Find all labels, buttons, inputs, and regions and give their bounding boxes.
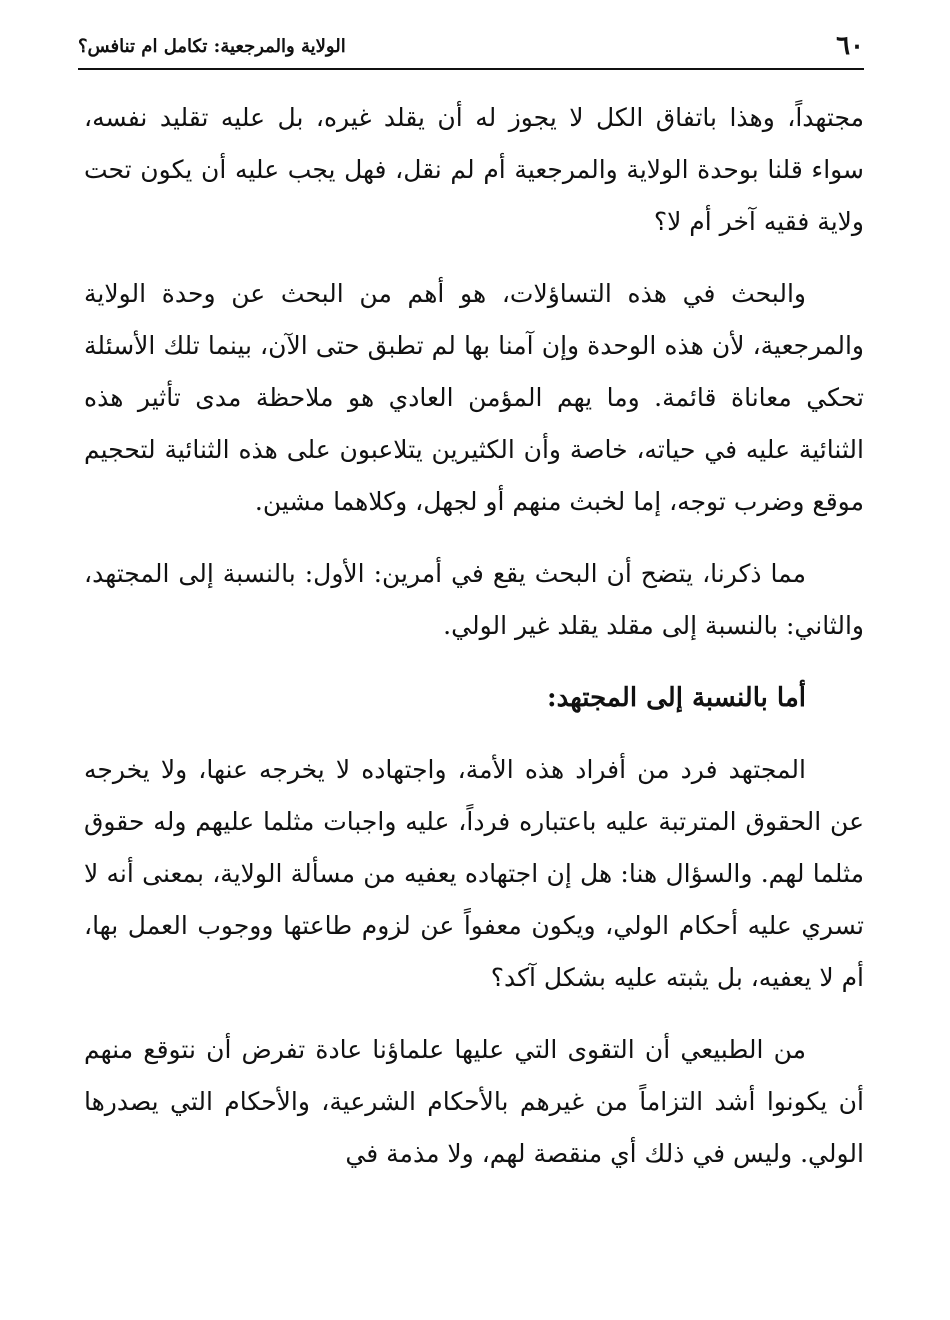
page-number: ٦٠ (836, 31, 864, 61)
header-rule (78, 68, 864, 70)
paragraph: المجتهد فرد من أفراد هذه الأمة، واجتهاده لا يخرجه عنها، ولا يخرجه عن الحقوق المترتبة عليه باعتباره فرداً، عليه واجبات مثلما عليهم وله حقوق مثلما لهم. والسؤال هنا: هل إن اجتهاده يعفيه من مسألة الولاية، بمعنى أنه لا تسري عليه أحكام الولي، ويكون معفواً عن لزوم طاعتها ووجوب العمل بها، أم لا يعفيه، بل يثبته عليه بشكل آكد؟ (84, 755, 864, 992)
paragraph: مجتهداً، وهذا باتفاق الكل لا يجوز له أن يقلد غيره، بل عليه تقليد نفسه، سواء قلنا بوحدة الولاية والمرجعية أم لم نقل، فهل يجب عليه أن يكون تحت ولاية فقيه آخر أم لا؟ (84, 103, 864, 236)
running-title: الولاية والمرجعية: تكامل ام تنافس؟ (78, 36, 346, 57)
body-text (84, 92, 864, 1200)
paragraph: مما ذكرنا، يتضح أن البحث يقع في أمرين: الأول: بالنسبة إلى المجتهد، والثاني: بالنسبة إلى مقلد يقلد غير الولي. (84, 559, 864, 640)
section-heading: أما بالنسبة إلى المجتهد: (547, 683, 806, 713)
page-header (78, 28, 864, 68)
paragraph: والبحث في هذه التساؤلات، هو أهم من البحث عن وحدة الولاية والمرجعية، لأن هذه الوحدة وإن آمنا بها لم تطبق حتى الآن، بينما تلك الأسئلة تحكي معاناة قائمة. وما يهم المؤمن العادي هو ملاحظة مدى تأثير هذه الثنائية عليه في حياته، خاصة وأن الكثيرين يتلاعبون على هذه الثنائية لتحجيم موقع وضرب توجه، إما لخبث منهم أو لجهل، وكلاهما مشين. (84, 279, 864, 516)
paragraph: من الطبيعي أن التقوى التي عليها علماؤنا عادة تفرض أن نتوقع منهم أن يكونوا أشد التزاماً من غيرهم بالأحكام الشرعية، والأحكام التي يصدرها الولي. وليس في ذلك أي منقصة لهم، ولا مذمة في (84, 1035, 864, 1168)
